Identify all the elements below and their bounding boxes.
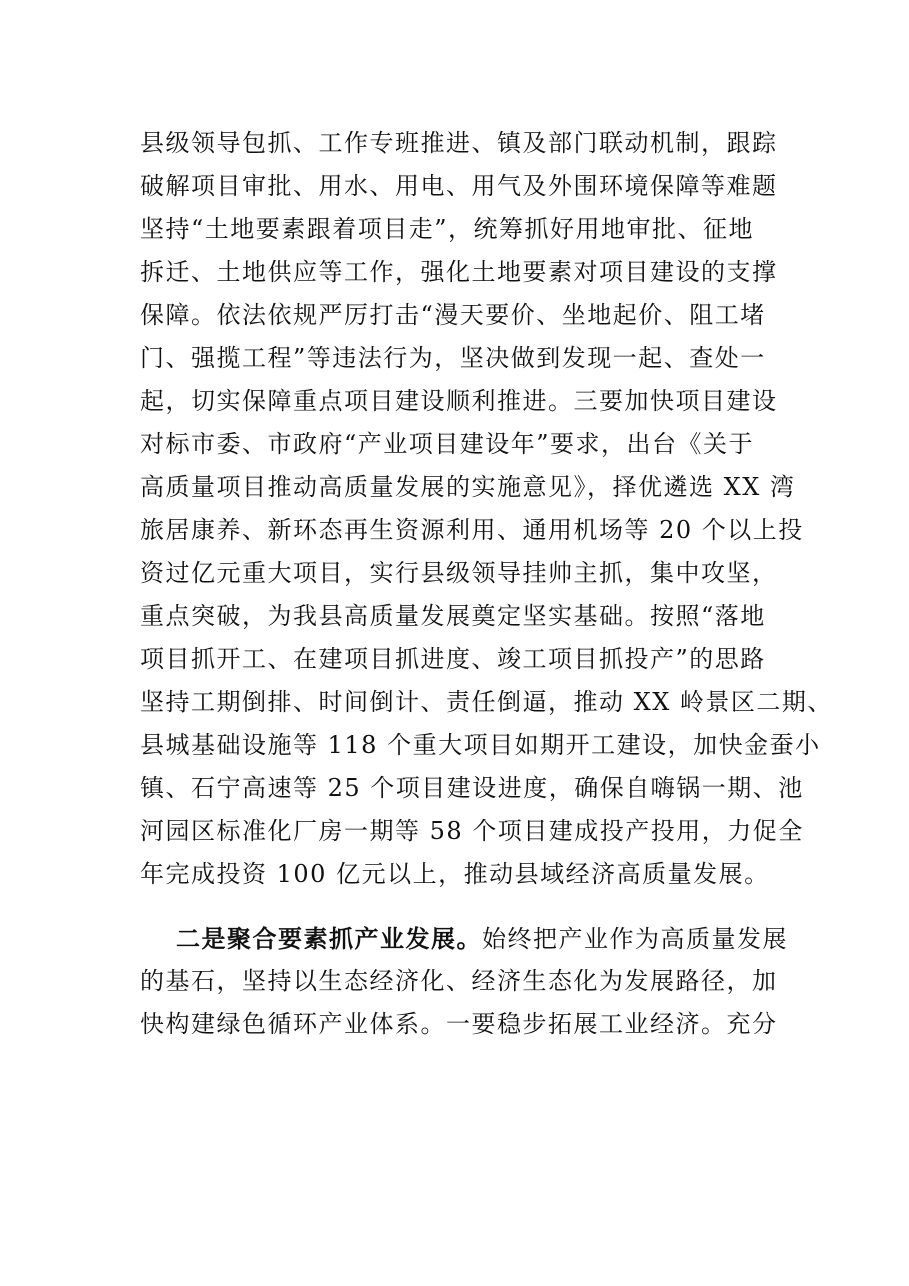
document-body bbox=[140, 122, 833, 1046]
text-line: 对标市委、市政府“产业项目建设年”要求，出台《关于 bbox=[140, 430, 755, 458]
heading-line-rest: 始终把产业作为高质量发展 bbox=[482, 925, 788, 953]
paragraph-2 bbox=[140, 917, 800, 1046]
text-line: 项目抓开工、在建项目抓进度、竣工项目抓投产”的思路 bbox=[140, 645, 766, 673]
text-line: 坚持工期倒排、时间倒计、责任倒逼，推动 XX 岭景区二期、 bbox=[140, 688, 833, 716]
text-line: 门、强揽工程”等违法行为，坚决做到发现一起、查处一 bbox=[140, 344, 766, 372]
paragraph-gap bbox=[140, 896, 800, 917]
text-line: 保障。依法依规严厉打击“漫天要价、坐地起价、阻工堵 bbox=[140, 301, 766, 329]
text-line: 年完成投资 100 亿元以上，推动县域经济高质量发展。 bbox=[140, 860, 770, 888]
text-line: 破解项目审批、用水、用电、用气及外围环境保障等难题 bbox=[140, 172, 778, 200]
text-line: 快构建绿色循环产业体系。一要稳步拓展工业经济。充分 bbox=[140, 1010, 778, 1038]
paragraph-1 bbox=[140, 122, 833, 896]
text-line: 县城基础设施等 118 个重大项目如期开工建设，加快金蚕小 bbox=[140, 731, 821, 759]
text-line: 坚持“土地要素跟着项目走”，统筹抓好用地审批、征地 bbox=[140, 215, 755, 243]
text-line: 资过亿元重大项目，实行县级领导挂帅主抓，集中攻坚， bbox=[140, 559, 778, 587]
text-line bbox=[140, 917, 800, 960]
text-line: 河园区标准化厂房一期等 58 个项目建成投产投用，力促全 bbox=[140, 817, 804, 845]
text-line: 重点突破，为我县高质量发展奠定坚实基础。按照“落地 bbox=[140, 602, 766, 630]
text-line: 高质量项目推动高质量发展的实施意见》，择优遴选 XX 湾 bbox=[140, 473, 796, 501]
section-heading: 二是聚合要素抓产业发展。 bbox=[176, 924, 482, 953]
text-line: 起，切实保障重点项目建设顺利推进。三要加快项目建设 bbox=[140, 387, 778, 415]
text-line: 的基石，坚持以生态经济化、经济生态化为发展路径，加 bbox=[140, 967, 778, 995]
text-line: 县级领导包抓、工作专班推进、镇及部门联动机制，跟踪 bbox=[140, 129, 778, 157]
text-line: 镇、石宁高速等 25 个项目建设进度，确保自嗨锅一期、池 bbox=[140, 774, 804, 802]
text-line: 旅居康养、新环态再生资源利用、通用机场等 20 个以上投 bbox=[140, 516, 804, 544]
text-line: 拆迁、土地供应等工作，强化土地要素对项目建设的支撑 bbox=[140, 258, 778, 286]
